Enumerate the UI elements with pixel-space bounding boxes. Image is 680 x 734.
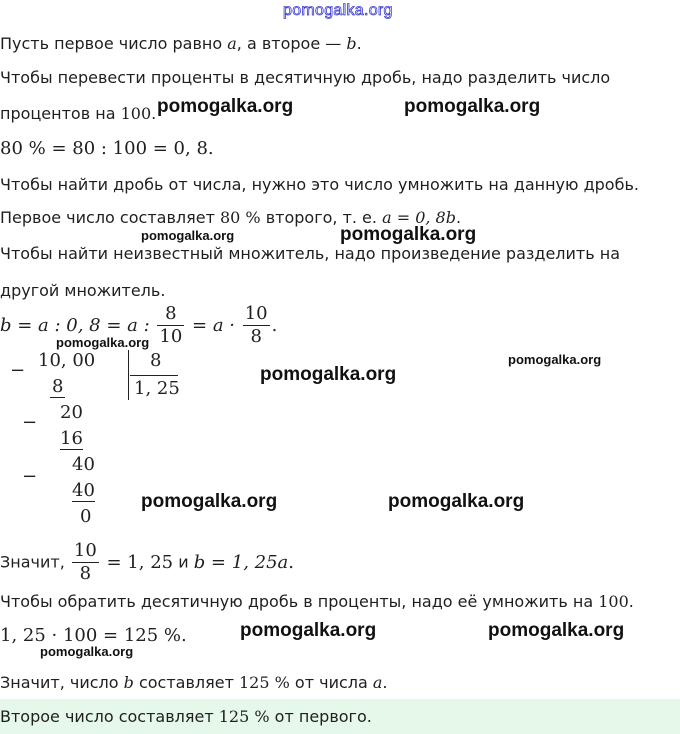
- minus-sign: −: [10, 360, 26, 381]
- watermark: pomogalka.org: [240, 620, 377, 641]
- dividend: 10, 00: [38, 350, 96, 371]
- minus-sign: −: [22, 466, 38, 487]
- watermark: pomogalka.org: [157, 96, 294, 117]
- equation-b: b = a : 0, 8 = a : $\frac{8}{10}$ = a · $\frac{10}{8}$ .: [0, 303, 278, 347]
- watermark: pomogalka.org: [388, 491, 525, 512]
- remainder-1: 20: [60, 402, 83, 423]
- line-percent-rule-cont: процентов на 100.: [0, 104, 157, 123]
- remainder-3: 0: [80, 506, 92, 527]
- subtrahend-3: 40: [72, 480, 95, 501]
- line-percent-rule: Чтобы перевести проценты в десятичную дробь, надо разделить число: [0, 68, 611, 87]
- line-percent-convert: Чтобы обратить десятичную дробь в проценты, надо её умножить на 100.: [0, 592, 634, 611]
- watermark: pomogalka.org: [141, 228, 235, 243]
- divisor: 8: [150, 350, 162, 371]
- subtrahend-2: 16: [60, 428, 83, 449]
- line-fraction-rule: Чтобы найти дробь от числа, нужно это число умножить на данную дробь.: [0, 175, 639, 194]
- quotient: 1, 25: [134, 378, 180, 399]
- line-factor-rule-cont: другой множитель.: [0, 281, 166, 300]
- line-factor-rule: Чтобы найти неизвестный множитель, надо произведение разделить на: [0, 244, 621, 263]
- line-first-number: Первое число составляет 80 % второго, т. е. a = 0, 8b.: [0, 208, 462, 227]
- quotient-line: [130, 375, 178, 376]
- watermark: pomogalka.org: [141, 491, 278, 512]
- answer-box: [0, 699, 680, 734]
- subtrahend-1: 8: [52, 376, 64, 397]
- equation-125-percent: 1, 25 · 100 = 125 %.: [0, 625, 187, 646]
- line-let-numbers: Пусть первое число равно a, а второе — b.: [0, 34, 362, 53]
- watermark: pomogalka.org: [488, 620, 625, 641]
- watermark: pomogalka.org: [404, 96, 541, 117]
- watermark: pomogalka.org: [260, 364, 397, 385]
- line-conclusion-1: Значит, $\frac{10}{8}$ = 1, 25 и b = 1, 25a.: [0, 540, 295, 584]
- fraction-10-8: $\frac{10}{8}$: [244, 303, 268, 347]
- answer-text: Второе число составляет 125 % от первого.: [0, 707, 372, 726]
- watermark: pomogalka.org: [40, 644, 134, 659]
- watermark-top: pomogalka.org: [283, 2, 393, 19]
- minus-sign: −: [22, 412, 38, 433]
- line-conclusion-2: Значит, число b составляет 125 % от числа a.: [0, 673, 388, 692]
- watermark: pomogalka.org: [340, 224, 477, 245]
- remainder-2: 40: [72, 454, 95, 475]
- fraction-10-8: $\frac{10}{8}$: [73, 540, 97, 584]
- fraction-8-10: $\frac{8}{10}$: [159, 303, 183, 347]
- equation-80-percent: 80 % = 80 : 100 = 0, 8.: [0, 138, 214, 159]
- watermark: pomogalka.org: [508, 352, 602, 367]
- watermark: pomogalka.org: [56, 335, 150, 350]
